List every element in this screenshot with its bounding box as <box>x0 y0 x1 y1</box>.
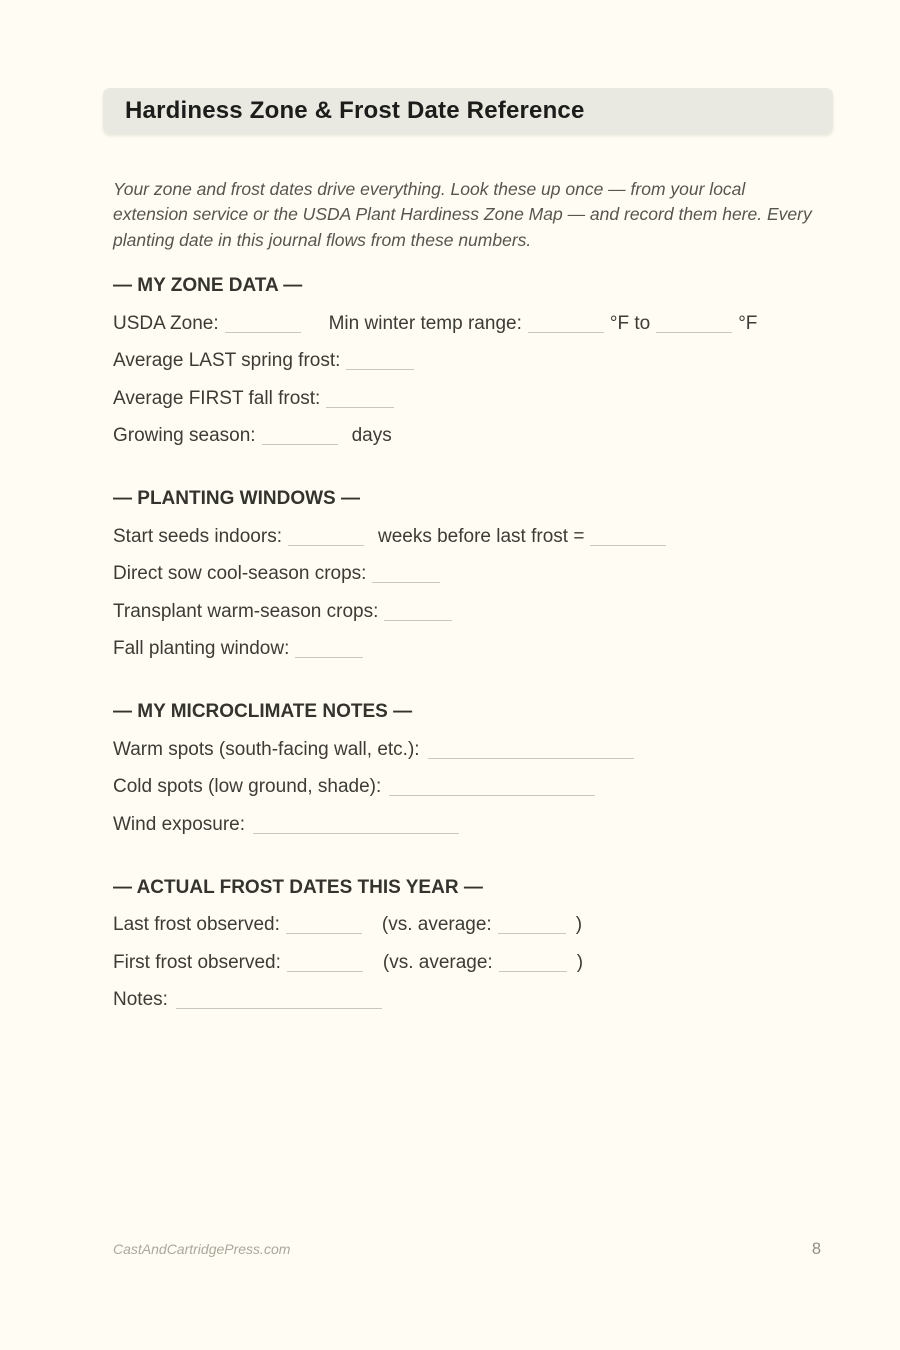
page-title-banner <box>103 88 833 134</box>
line-wind-exposure <box>113 813 825 836</box>
fill-in-blank <box>428 739 634 759</box>
field-label: First frost observed: <box>113 951 281 973</box>
fill-in-blank <box>287 952 363 972</box>
field-label: ) <box>576 951 584 973</box>
fill-in-blank <box>253 814 459 834</box>
line-usda-zone <box>113 312 825 335</box>
line-warm-spots <box>113 738 825 761</box>
section-heading-zone-data: — MY ZONE DATA — <box>113 275 303 297</box>
field-label: Min winter temp range: <box>328 312 522 334</box>
line-last-spring-frost <box>113 349 825 372</box>
line-first-fall-frost <box>113 387 825 410</box>
section-heading-microclimate-notes: — MY MICROCLIMATE NOTES — <box>113 701 413 723</box>
line-cold-spots <box>113 775 825 798</box>
section-heading-planting-windows: — PLANTING WINDOWS — <box>113 488 360 510</box>
page-footer <box>113 1240 821 1259</box>
fill-in-blank <box>498 914 566 934</box>
page-number: 8 <box>811 1240 821 1258</box>
fill-in-blank <box>389 776 595 796</box>
field-label: days <box>351 425 392 447</box>
field-label: Start seeds indoors: <box>113 525 282 547</box>
field-label: Last frost observed: <box>113 914 280 936</box>
field-label: ) <box>575 914 583 936</box>
field-label: Warm spots (south-facing wall, etc.): <box>113 738 420 760</box>
field-label: Growing season: <box>113 425 256 447</box>
field-label: Cold spots (low ground, shade): <box>113 776 382 798</box>
field-label: Average FIRST fall frost: <box>113 387 321 409</box>
line-transplant-warm-season <box>113 600 825 623</box>
fill-in-blank <box>528 313 604 333</box>
fill-in-blank <box>384 601 452 621</box>
field-label: °F to <box>609 312 651 334</box>
line-direct-sow-cool-season <box>113 562 825 585</box>
field-label: (vs. average: <box>382 951 493 973</box>
fill-in-blank <box>326 388 394 408</box>
field-label: weeks before last frost = <box>377 525 585 547</box>
line-last-frost-observed <box>113 913 825 936</box>
fill-in-blank <box>225 313 301 333</box>
fill-in-blank <box>372 563 440 583</box>
page-title: Hardiness Zone & Frost Date Reference <box>125 97 585 124</box>
page-content <box>113 177 825 1011</box>
fill-in-blank <box>295 638 363 658</box>
field-label: (vs. average: <box>381 914 492 936</box>
line-first-frost-observed <box>113 951 825 974</box>
fill-in-blank <box>590 526 666 546</box>
fill-in-blank <box>176 989 382 1009</box>
fill-in-blank <box>262 425 338 445</box>
field-label: Average LAST spring frost: <box>113 350 341 372</box>
field-label: Notes: <box>113 989 168 1011</box>
intro-paragraph: Your zone and frost dates drive everything. Look these up once — from your local extension service or the USDA Plant Hardiness Zone Map — and record them here. Every planting date in this journal flows from these numbers. <box>113 179 812 250</box>
field-label: Wind exposure: <box>113 813 246 835</box>
line-notes <box>113 988 825 1011</box>
fill-in-blank <box>286 914 362 934</box>
field-label: Transplant warm-season crops: <box>113 600 379 622</box>
line-fall-planting-window <box>113 637 825 660</box>
line-growing-season <box>113 424 825 447</box>
field-label: USDA Zone: <box>113 312 219 334</box>
line-start-seeds-indoors <box>113 525 825 548</box>
footer-brand: CastAndCartridgePress.com <box>113 1241 291 1257</box>
fill-in-blank <box>499 952 567 972</box>
field-label: °F <box>738 312 758 334</box>
fill-in-blank <box>288 526 364 546</box>
field-label: Direct sow cool-season crops: <box>113 563 367 585</box>
fill-in-blank <box>656 313 732 333</box>
fill-in-blank <box>346 350 414 370</box>
field-label: Fall planting window: <box>113 638 290 660</box>
section-heading-actual-frost-dates: — ACTUAL FROST DATES THIS YEAR — <box>113 876 483 898</box>
